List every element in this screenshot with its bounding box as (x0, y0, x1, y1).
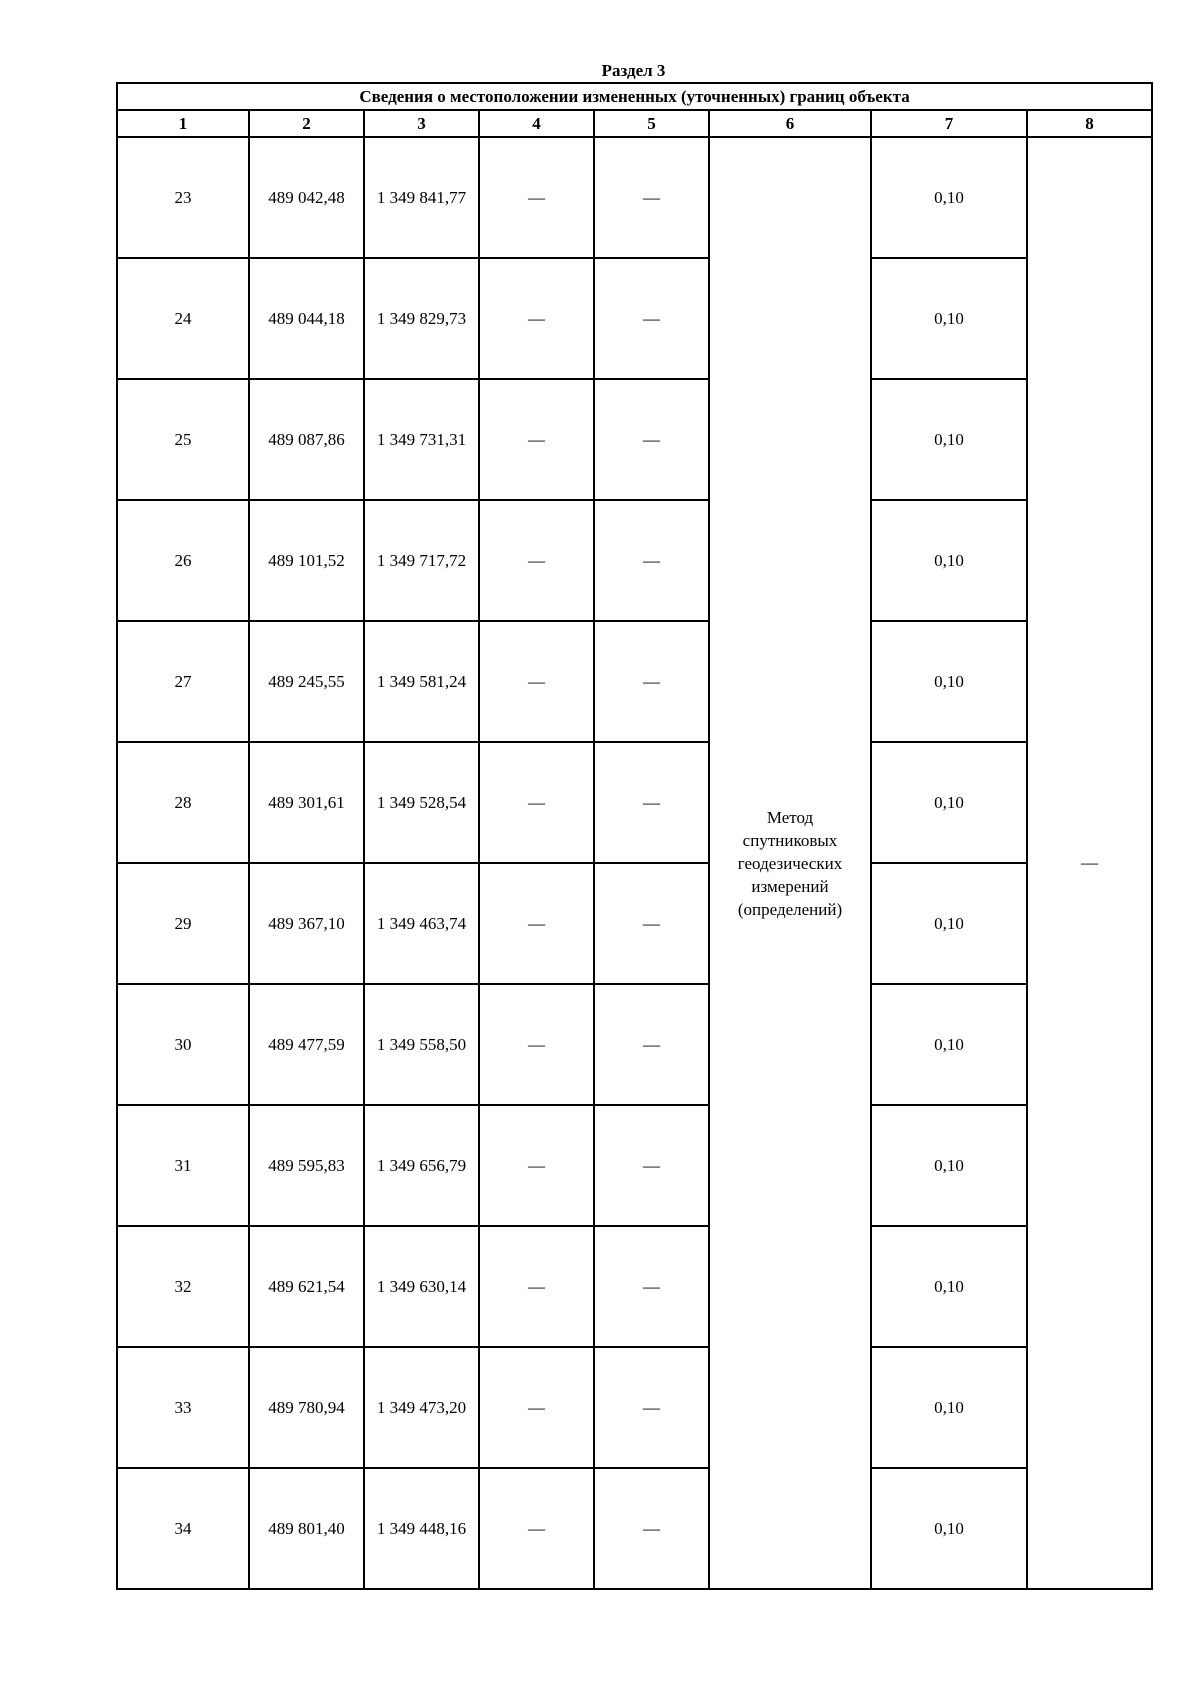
column-5-cell: — (594, 1226, 709, 1347)
point-number-cell: 32 (117, 1226, 249, 1347)
point-number-cell: 33 (117, 1347, 249, 1468)
column-4-cell: — (479, 1105, 594, 1226)
column-5-cell: — (594, 500, 709, 621)
y-coordinate-cell: 1 349 581,24 (364, 621, 479, 742)
column-number: 3 (364, 110, 479, 137)
column-5-cell: — (594, 258, 709, 379)
y-coordinate-cell: 1 349 656,79 (364, 1105, 479, 1226)
column-4-cell: — (479, 742, 594, 863)
x-coordinate-cell: 489 801,40 (249, 1468, 364, 1589)
column-number: 5 (594, 110, 709, 137)
point-number-cell: 27 (117, 621, 249, 742)
y-coordinate-cell: 1 349 829,73 (364, 258, 479, 379)
x-coordinate-cell: 489 042,48 (249, 137, 364, 258)
column-4-cell: — (479, 379, 594, 500)
y-coordinate-cell: 1 349 841,77 (364, 137, 479, 258)
column-5-cell: — (594, 863, 709, 984)
column-5-cell: — (594, 379, 709, 500)
precision-cell: 0,10 (871, 500, 1027, 621)
column-4-cell: — (479, 984, 594, 1105)
y-coordinate-cell: 1 349 717,72 (364, 500, 479, 621)
precision-cell: 0,10 (871, 621, 1027, 742)
y-coordinate-cell: 1 349 630,14 (364, 1226, 479, 1347)
point-number-cell: 25 (117, 379, 249, 500)
precision-cell: 0,10 (871, 984, 1027, 1105)
point-number-cell: 30 (117, 984, 249, 1105)
y-coordinate-cell: 1 349 558,50 (364, 984, 479, 1105)
column-5-cell: — (594, 1347, 709, 1468)
point-number-cell: 31 (117, 1105, 249, 1226)
column-4-cell: — (479, 500, 594, 621)
precision-cell: 0,10 (871, 742, 1027, 863)
point-number-cell: 24 (117, 258, 249, 379)
y-coordinate-cell: 1 349 731,31 (364, 379, 479, 500)
column-number: 2 (249, 110, 364, 137)
table-row (117, 1347, 1152, 1468)
method-text-line: измерений (751, 876, 829, 896)
method-text-line: геодезических (737, 853, 843, 873)
column-5-cell: — (594, 984, 709, 1105)
boundary-table (116, 82, 1153, 1590)
column-number: 6 (709, 110, 871, 137)
table-row (117, 1226, 1152, 1347)
table-row (117, 621, 1152, 742)
column-number: 4 (479, 110, 594, 137)
column-8-cell: — (1027, 137, 1152, 1589)
table-row (117, 1468, 1152, 1589)
column-5-cell: — (594, 1105, 709, 1226)
section-title: Раздел 3 (601, 61, 666, 80)
precision-cell: 0,10 (871, 379, 1027, 500)
column-5-cell: — (594, 742, 709, 863)
column-4-cell: — (479, 1347, 594, 1468)
x-coordinate-cell: 489 301,61 (249, 742, 364, 863)
x-coordinate-cell: 489 101,52 (249, 500, 364, 621)
column-5-cell: — (594, 621, 709, 742)
method-cell (709, 137, 871, 1589)
column-number: 8 (1027, 110, 1152, 137)
column-4-cell: — (479, 258, 594, 379)
table-row (117, 379, 1152, 500)
precision-cell: 0,10 (871, 1468, 1027, 1589)
precision-cell: 0,10 (871, 1105, 1027, 1226)
table-row (117, 742, 1152, 863)
column-number: 1 (117, 110, 249, 137)
point-number-cell: 29 (117, 863, 249, 984)
precision-cell: 0,10 (871, 137, 1027, 258)
column-5-cell: — (594, 137, 709, 258)
x-coordinate-cell: 489 780,94 (249, 1347, 364, 1468)
column-4-cell: — (479, 1468, 594, 1589)
method-text-line: Метод (766, 807, 814, 827)
precision-cell: 0,10 (871, 1347, 1027, 1468)
point-number-cell: 28 (117, 742, 249, 863)
x-coordinate-cell: 489 044,18 (249, 258, 364, 379)
point-number-cell: 23 (117, 137, 249, 258)
x-coordinate-cell: 489 087,86 (249, 379, 364, 500)
method-text-line: спутниковых (742, 830, 838, 850)
point-number-cell: 34 (117, 1468, 249, 1589)
y-coordinate-cell: 1 349 448,16 (364, 1468, 479, 1589)
precision-cell: 0,10 (871, 863, 1027, 984)
precision-cell: 0,10 (871, 258, 1027, 379)
method-text (734, 806, 846, 921)
y-coordinate-cell: 1 349 528,54 (364, 742, 479, 863)
point-number-cell: 26 (117, 500, 249, 621)
table-row (117, 1105, 1152, 1226)
column-4-cell: — (479, 137, 594, 258)
x-coordinate-cell: 489 245,55 (249, 621, 364, 742)
table-row (117, 258, 1152, 379)
x-coordinate-cell: 489 367,10 (249, 863, 364, 984)
precision-cell: 0,10 (871, 1226, 1027, 1347)
x-coordinate-cell: 489 595,83 (249, 1105, 364, 1226)
column-number: 7 (871, 110, 1027, 137)
column-4-cell: — (479, 621, 594, 742)
column-4-cell: — (479, 1226, 594, 1347)
table-row (117, 137, 1152, 258)
x-coordinate-cell: 489 477,59 (249, 984, 364, 1105)
method-text-line: (определений) (737, 899, 843, 919)
column-5-cell: — (594, 1468, 709, 1589)
table-caption: Сведения о местоположении измененных (уточненных) границ объекта (117, 83, 1152, 110)
x-coordinate-cell: 489 621,54 (249, 1226, 364, 1347)
y-coordinate-cell: 1 349 473,20 (364, 1347, 479, 1468)
table-row (117, 984, 1152, 1105)
table-row (117, 500, 1152, 621)
table-row (117, 863, 1152, 984)
column-4-cell: — (479, 863, 594, 984)
y-coordinate-cell: 1 349 463,74 (364, 863, 479, 984)
